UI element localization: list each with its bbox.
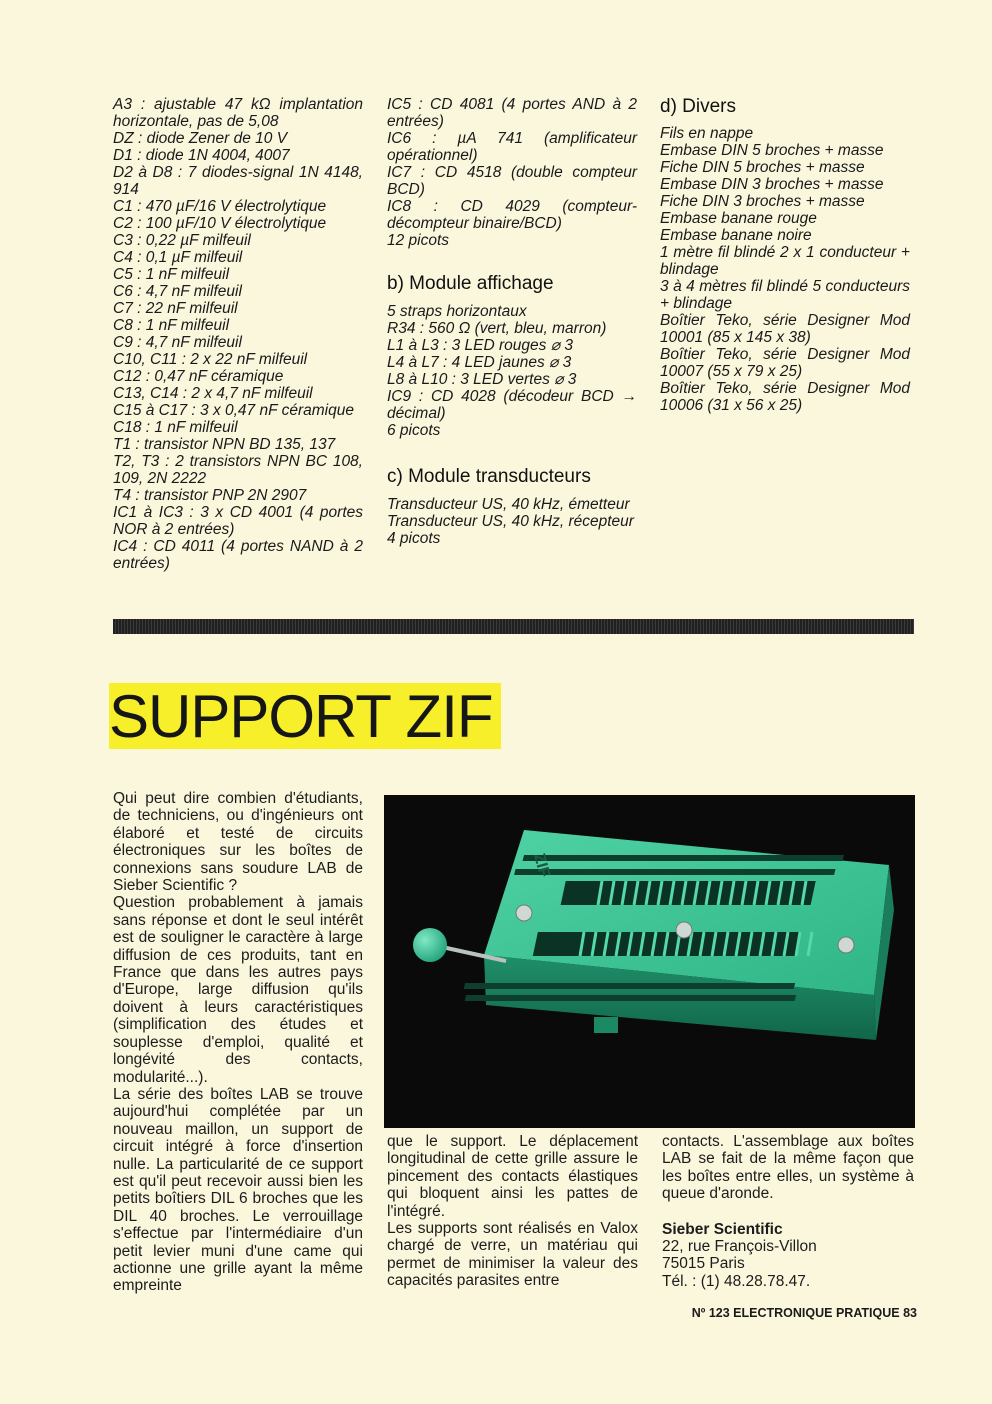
article-paragraph: contacts. L'assemblage aux boîtes LAB se fait de la même façon que les boîtes entre elles, un système à queue d'aronde. <box>662 1133 914 1203</box>
section-c-item: 4 picots <box>387 530 441 547</box>
parts-list-item: C18 : 1 nF milfeuil <box>113 419 238 436</box>
contact-phone: Tél. : (1) 48.28.78.47. <box>662 1272 811 1290</box>
parts-list-2 <box>387 96 637 249</box>
parts-list-item: C12 : 0,47 nF céramique <box>113 368 284 385</box>
parts-column-1 <box>113 96 363 572</box>
section-c-item: Transducteur US, 40 kHz, récepteur <box>387 513 634 530</box>
article-column-2 <box>387 1133 638 1290</box>
contact-city: 75015 Paris <box>662 1255 745 1273</box>
zif-socket-icon <box>384 795 915 1128</box>
zif-socket-photo <box>384 795 915 1128</box>
parts-list-item: IC5 : CD 4081 (4 portes AND à 2 entrées) <box>387 96 637 130</box>
parts-list-item: IC6 : µA 741 (amplificateur opérationnel) <box>387 130 637 164</box>
section-d-item: 1 mètre fil blindé 2 x 1 conducteur + blindage <box>660 244 910 278</box>
parts-list-item: A3 : ajustable 47 kΩ implantation horizontale, pas de 5,08 <box>113 96 363 130</box>
parts-list-item: C13, C14 : 2 x 4,7 nF milfeuil <box>113 385 313 402</box>
section-d-item: Embase DIN 3 broches + masse <box>660 176 884 193</box>
parts-list-item: 12 picots <box>387 232 450 249</box>
article-column-3 <box>662 1133 914 1290</box>
section-d-item: 3 à 4 mètres fil blindé 5 conducteurs + blindage <box>660 278 910 312</box>
parts-list-item: D2 à D8 : 7 diodes-signal 1N 4148, 914 <box>113 164 363 198</box>
section-d-item: Fiche DIN 5 broches + masse <box>660 159 865 176</box>
photo-label: ZIF <box>530 851 553 880</box>
parts-list-item: C2 : 100 µF/10 V électrolytique <box>113 215 327 232</box>
divider-band <box>113 619 914 634</box>
section-b-item: L1 à L3 : 3 LED rouges ⌀ 3 <box>387 337 573 354</box>
parts-list-item: IC1 à IC3 : 3 x CD 4001 (4 portes NOR à 2 entrées) <box>113 504 363 538</box>
parts-list-item: C10, C11 : 2 x 22 nF milfeuil <box>113 351 308 368</box>
parts-list-item: IC7 : CD 4518 (double compteur BCD) <box>387 164 637 198</box>
parts-list-item: C8 : 1 nF milfeuil <box>113 317 230 334</box>
section-d-item: Boîtier Teko, série Designer Mod 10006 (31 x 56 x 25) <box>660 380 910 414</box>
parts-list-item: C4 : 0,1 µF milfeuil <box>113 249 243 266</box>
parts-list-item: C3 : 0,22 µF milfeuil <box>113 232 251 249</box>
parts-list-item: C1 : 470 µF/16 V électrolytique <box>113 198 327 215</box>
article-headline: SUPPORT ZIF <box>109 683 501 749</box>
contact-block <box>662 1221 914 1291</box>
parts-list-item: C5 : 1 nF milfeuil <box>113 266 230 283</box>
section-b-item: L8 à L10 : 3 LED vertes ⌀ 3 <box>387 371 577 388</box>
article-paragraph: La série des boîtes LAB se trouve aujourd'hui complétée par un nouveau maillon, un support de circuit intégré à force d'insertion nulle. La particularité de ce support est qu'il peut recevoir aussi bien les petits boîtiers DIL 6 broches que les DIL 40 broches. Le verrouillage s'effectue par l'intermédiaire d'un petit levier muni d'une came qui actionne une grille ayant la même empreinte <box>113 1085 363 1295</box>
section-d-item: Fils en nappe <box>660 125 754 142</box>
parts-list-item: C9 : 4,7 nF milfeuil <box>113 334 242 351</box>
section-b-item: 6 picots <box>387 422 441 439</box>
parts-list-item: T2, T3 : 2 transistors NPN BC 108, 109, 2N 2222 <box>113 453 363 487</box>
parts-list-item: T4 : transistor PNP 2N 2907 <box>113 487 307 504</box>
parts-list-item: C15 à C17 : 3 x 0,47 nF céramique <box>113 402 354 419</box>
parts-list-item: C7 : 22 nF milfeuil <box>113 300 238 317</box>
section-b-item: 5 straps horizontaux <box>387 303 527 320</box>
contact-street: 22, rue François-Villon <box>662 1238 817 1256</box>
contact-name: Sieber Scientific <box>662 1220 783 1238</box>
article-column-1 <box>113 790 363 1295</box>
parts-column-2 <box>387 96 637 547</box>
article-paragraph: Qui peut dire combien d'étudiants, de techniciens, ou d'ingénieurs ont élaboré et testé de circuits électroniques sur les boîtes de connexions sans soudure LAB de Sieber Scientific ? <box>113 790 363 895</box>
parts-list-item: C6 : 4,7 nF milfeuil <box>113 283 242 300</box>
parts-list-item: IC4 : CD 4011 (4 portes NAND à 2 entrées) <box>113 538 363 572</box>
section-d-item: Boîtier Teko, série Designer Mod 10001 (85 x 145 x 38) <box>660 312 910 346</box>
parts-list-item: D1 : diode 1N 4004, 4007 <box>113 147 290 164</box>
article-paragraph: Les supports sont réalisés en Valox chargé de verre, un matériau qui permet de minimiser la valeur des capacités parasites entre <box>387 1220 638 1290</box>
section-d-item: Fiche DIN 3 broches + masse <box>660 193 865 210</box>
article-paragraph: que le support. Le déplacement longitudinal de cette grille assure le pincement des contacts élastiques qui bloquent ainsi les pattes de l'intégré. <box>387 1133 638 1220</box>
article-paragraph: Question probablement à jamais sans réponse et dont le seul intérêt est de souligner le caractère à large diffusion de ces produits, tant en France que dans les autres pays d'Europe, large diffusion qu'ils doivent à leurs caractéristiques (simplification des études et souplesse d'emploi, qualité et longévité des contacts, modularité...). <box>113 894 363 1086</box>
section-d-item: Embase banane noire <box>660 227 812 244</box>
section-c-title: c) Module transducteurs <box>387 466 591 487</box>
page-footer: Nº 123 ELECTRONIQUE PRATIQUE 83 <box>691 1306 917 1320</box>
section-b-item: L4 à L7 : 4 LED jaunes ⌀ 3 <box>387 354 572 371</box>
parts-list-1 <box>113 96 363 572</box>
section-d-item: Boîtier Teko, série Designer Mod 10007 (55 x 79 x 25) <box>660 346 910 380</box>
section-c-list <box>387 496 637 547</box>
section-b-item: R34 : 560 Ω (vert, bleu, marron) <box>387 320 607 337</box>
parts-list-item: DZ : diode Zener de 10 V <box>113 130 288 147</box>
section-d-item: Embase banane rouge <box>660 210 817 227</box>
section-b-list <box>387 303 637 439</box>
section-d-title: d) Divers <box>660 96 737 117</box>
section-b-title: b) Module affichage <box>387 273 554 294</box>
parts-list-item: T1 : transistor NPN BD 135, 137 <box>113 436 336 453</box>
section-d-item: Embase DIN 5 broches + masse <box>660 142 884 159</box>
parts-column-3 <box>660 96 910 414</box>
section-d-list <box>660 125 910 414</box>
section-c-item: Transducteur US, 40 kHz, émetteur <box>387 496 630 513</box>
section-b-item: IC9 : CD 4028 (décodeur BCD → décimal) <box>387 388 637 422</box>
parts-list-item: IC8 : CD 4029 (compteur-décompteur binaire/BCD) <box>387 198 637 232</box>
